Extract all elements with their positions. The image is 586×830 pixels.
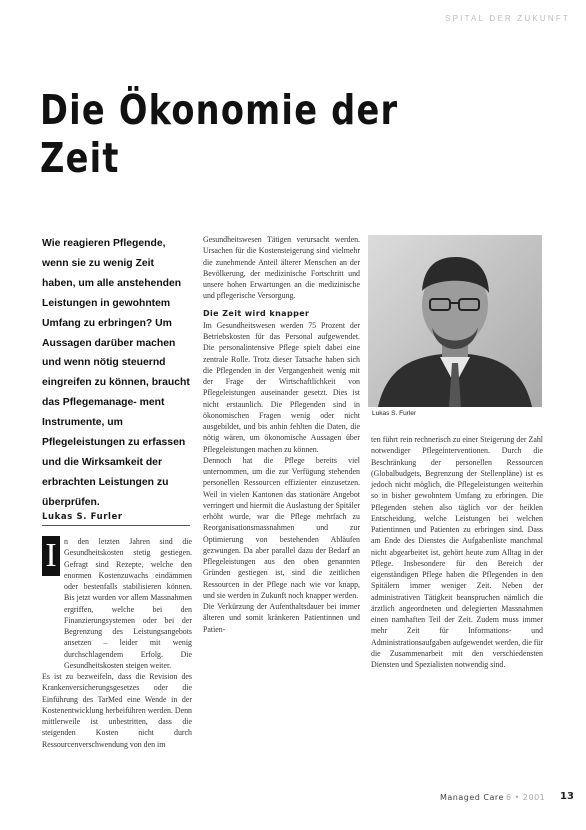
page-number: 13 [560,791,574,802]
drop-cap: I [42,536,60,576]
article-title: Die Ökonomie der Zeit [40,86,399,182]
body-paragraph: ten führt rein rechnerisch zu einer Steigerung der Zahl notwendiger Pflegeinterventionen. Durch die Beschränkung der personellen Ressourcen (Globalbudgets, Begrenzung der Stellenpläne) ist es jedoch nicht möglich, die Pflegeleistungen weiterhin so in bisher gewohntem Umfang zu erbringen. Die Pflegenden stehen also täglich vor der heiklen Entscheidung, welche Leistungen bei welchen Patientinnen und Patienten zu erbringen sind. Dass am Ende des Dienstes die Aufgabenliste manchmal nicht abgearbeitet ist, gehört heute zum Alltag in der Pflege. Insbesondere für den Bereich der eigenständigen Pflege haben die Pflegenden in den Spitälern immer weniger Zeit. Neben der administrativen Tätigkeit beanspruchen nämlich die ärztlich angeordneten und delegierten Massnahmen einen namhaften Teil der Zeit. Zudem muss immer mehr Zeit für Informations- und Administrationsaufgaben aufgewendet werden, die für die Zusammenarbeit mit den verschiedensten Diensten und Spezialisten notwendig sind. [371,435,543,669]
section-label: SPITAL DER ZUKUNFT [445,14,570,23]
body-column-1 [42,536,192,750]
footer-issue: 6 • 2001 [506,793,546,802]
footer-brand: Managed Care [440,793,504,802]
body-paragraph: Es ist zu bezweifeln, dass die Revision des Krankenversicherungsgesetzes oder die Einführung des TarMed eine Wende in der Kostenentwicklung herbeiführen werden. Denn mittlerweile ist unbestritten, dass die steigenden Kosten nicht durch Ressourcenverschwendung von den im [42,672,192,749]
author-byline: Lukas S. Furler [42,512,190,526]
body-paragraph: Die Verkürzung der Aufenthaltsdauer bei immer älteren und somit kränkeren Patientinnen und Patien- [203,602,360,634]
body-column-3 [371,434,543,670]
photo-caption: Lukas S. Furler [372,410,417,417]
body-paragraph: n den letzten Jahren sind die Gesundheitskosten stetig gestiegen. Gefragt sind Rezepte, welche den enormen Kostenzuwachs eindämmen oder bestenfalls stabilisieren können. Bis jetzt wurden vor allem Massnahmen ergriffen, welche bei den Finanzierungsystemen oder bei der Begrenzung des Leistungsangebots ansetzen – leider mit wenig durchschlagendem Erfolg. Die Gesundheitskosten steigen weiter. [64,537,192,670]
author-photo [368,235,542,407]
body-paragraph: Im Gesundheitswesen werden 75 Prozent der Betriebskosten für das Personal aufgewendet. Die personalintensive Pflege spielt dabei eine zentrale Rolle. Trotz dieser Tatsache haben sich die Pflegenden in der Vergangenheit wenig mit der Frage der Wirtschaftlichkeit von Pflegeleistungen auseinander gesetzt. Dies ist nicht erstaunlich. Die Pflegenden sind in ökonomischen Fragen wenig oder nicht ausgebildet, und bis anhin fehlten die Daten, die nötig wären, um ökonomische Aussagen über Pflegeleistungen machen zu können. [203,320,360,454]
section-subhead: Die Zeit wird knapper [203,308,310,318]
body-column-2 [203,234,360,635]
lead-text: Wie reagieren Pflegende, wenn sie zu wenig Zeit haben, um alle anstehenden Leistungen in gewohntem Umfang zu erbringen? Um Aussagen darüber machen und wenn nötig steuernd eingreifen zu können, braucht das Pflegemanage- ment Instrumente, um Pflegeleistungen zu erfassen und die Wirksamkeit der erbrachten Leistungen zu überprüfen. [42,238,190,508]
body-paragraph: Dennoch hat die Pflege bereits viel unternommen, um die zur Verfügung stehenden personellen Ressourcen effizienter einzusetzen. Weil in vielen Kantonen das stationäre Angebot verringert und hiermit die Auslastung der Spitäler erhöht wurde, war die Pflege mehrfach zu Reorganisationsmassnahmen und zur Optimierung von bestehenden Abläufen gezwungen. Da aber parallel dazu der Bedarf an Pflegeleistungen aus den oben genannten Gründen gestiegen ist, sind die zeitlichen Ressourcen in der Pflege nach wie vor knapp, und sie werden in Zukunft noch knapper werden. [203,455,360,600]
body-paragraph: Gesundheitswesen Tätigen verursacht werden. Ursachen für die Kostensteigerung sind vielmehr die zunehmende Anteil älterer Menschen an der Bevölkerung, der medizinische Fortschritt und unsere hohen Erwartungen an die medizinische und pflegerische Versorgung. [203,235,360,301]
